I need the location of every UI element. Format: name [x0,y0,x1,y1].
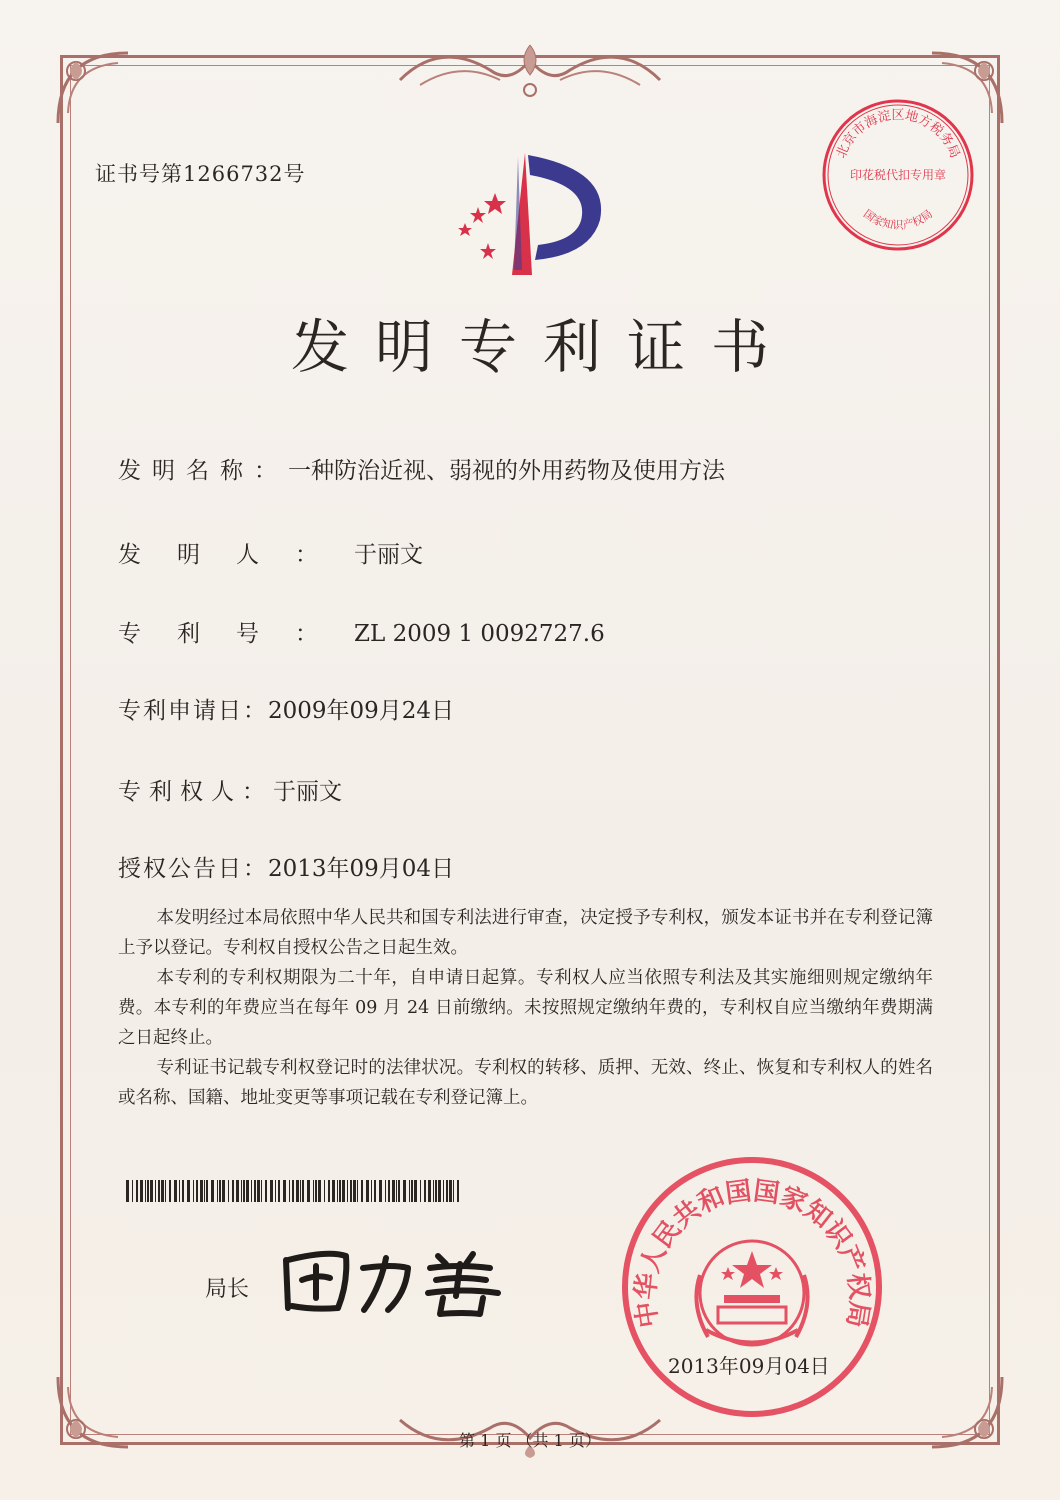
field-label: 发明名称： [118,458,288,484]
svg-text:国家知识产权局 [861,207,935,231]
body-paragraph: 专利证书记载专利权登记时的法律状况。专利权的转移、质押、无效、终止、恢复和专利权人的姓名或名称、国籍、地址变更等事项记载在专利登记簿上。 [118,1058,933,1108]
director-label: 局长 [205,1277,250,1302]
field-label: 发明人： [118,542,354,568]
field-announcement-date [118,850,454,883]
field-label: 专利权人： [118,779,273,805]
field-value: 一种防治近视、弱视的外用药物及使用方法 [288,458,725,484]
field-value: ZL 2009 1 0092727.6 [354,621,605,647]
barcode-icon [126,1180,461,1202]
tax-stamp-bottom-text: 国家知识产权局 [860,207,936,232]
field-patentee [118,773,342,806]
top-ornament-icon [380,35,680,105]
tax-stamp-inner-text: 印花税代扣专用章 [849,168,947,182]
seal-date: 2013年09月04日 [668,1354,830,1378]
national-ip-office-seal-icon [620,1155,885,1420]
body-paragraph: 本发明经过本局依照中华人民共和国专利法进行审查，决定授予专利权，颁发本证书并在专利登记簿上予以登记。专利权自授权公告之日起生效。 [118,908,933,958]
field-label: 专利号： [118,621,354,647]
field-value: 2013年09月04日 [268,856,455,882]
certificate-number: 证书号第1266732号 [95,162,306,186]
tax-stamp-icon [818,95,978,255]
corner-ornament-icon [48,43,138,133]
field-application-date [118,692,454,725]
patent-office-logo-icon [440,145,620,280]
body-paragraph: 本专利的专利权期限为二十年，自申请日起算。专利权人应当依照专利法及其实施细则规定缴纳年费。本专利的年费应当在每年 09 月 24 日前缴纳。未按照规定缴纳年费的，专利权自应当缴纳年费期满之日起终止。 [118,968,933,1048]
director-signature-icon [268,1238,518,1318]
field-label: 授权公告日： [118,856,268,882]
field-inventor [118,536,423,569]
document-title: 发明专利证书 [290,313,795,381]
field-value: 2009年09月24日 [268,698,455,724]
page-number: 第 1 页 （共 1 页） [459,1431,601,1450]
field-value: 于丽文 [273,779,342,805]
field-patent-number [118,615,605,648]
field-value: 于丽文 [354,542,423,568]
tax-stamp-ring-text: 北京市海淀区地方税务局 [833,108,963,161]
field-label: 专利申请日： [118,698,268,724]
certificate-body [118,903,933,1113]
seal-ring-text: 中华人民共和国国家知识产权局 [630,1176,875,1330]
field-invention-name [118,452,725,485]
